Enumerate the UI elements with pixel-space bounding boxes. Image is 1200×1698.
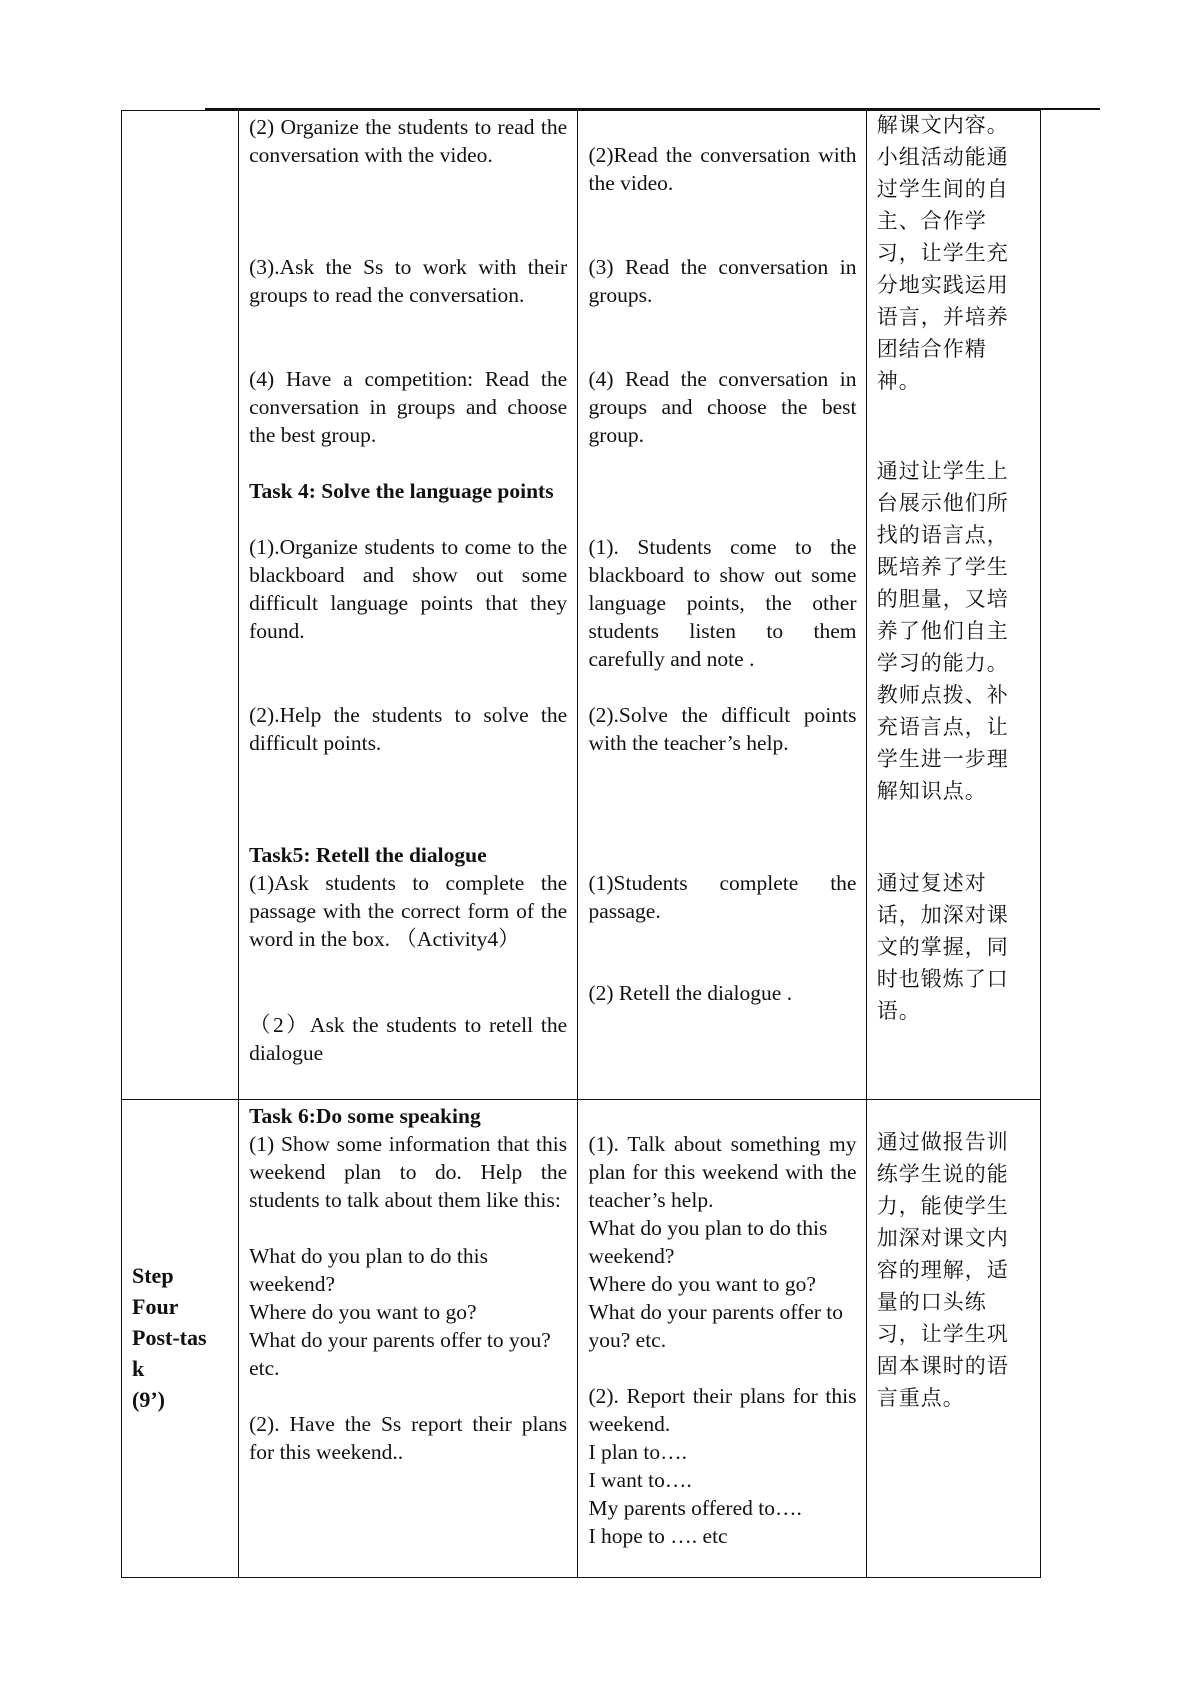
student-item: (3) Read the conversation in groups. bbox=[588, 255, 857, 307]
student-item: I plan to…. bbox=[588, 1440, 688, 1464]
student-item: (2) Retell the dialogue . bbox=[588, 981, 793, 1005]
student-item: Where do you want to go? bbox=[588, 1272, 816, 1296]
activity-item: (2).Help the students to solve the difficult points. bbox=[249, 703, 568, 755]
step-cell bbox=[122, 1100, 239, 1578]
step-duration: (9’) bbox=[132, 1387, 165, 1412]
task-title: Task 6:Do some speaking bbox=[249, 1104, 481, 1128]
student-item: What do you plan to do this weekend? bbox=[588, 1216, 828, 1268]
student-item: I hope to …. etc bbox=[588, 1524, 728, 1548]
purpose-text: 通过复述对话，加深对课文的掌握，同时也锻炼了口语。 bbox=[876, 871, 1009, 1023]
activity-item: (1).Organize students to come to the blackboard and show out some difficult language points that they found. bbox=[249, 535, 568, 643]
student-activity-cell bbox=[578, 1100, 866, 1578]
student-item: (4) Read the conversation in groups and choose the best group. bbox=[588, 367, 857, 447]
student-item: (1). Students come to the blackboard to show out some language points, the other students listen to them carefully and note . bbox=[588, 535, 857, 671]
activity-item: （2）Ask the students to retell the dialogue bbox=[249, 1013, 568, 1065]
activity-item: (4) Have a competition: Read the conversation in groups and choose the best group. bbox=[249, 367, 568, 447]
purpose-text: 通过让学生上台展示他们所找的语言点，既培养了学生的胆量，又培养了他们自主学习的能力。教师点拨、补充语言点，让学生进一步理解知识点。 bbox=[876, 459, 1009, 803]
student-item: (1). Talk about something my plan for this weekend with the teacher’s help. bbox=[588, 1132, 857, 1212]
student-item: (2). Report their plans for this weekend. bbox=[588, 1384, 857, 1436]
activity-item: (1) Show some information that this weekend plan to do. Help the students to talk about them like this: bbox=[249, 1132, 568, 1212]
step-label: Four bbox=[132, 1294, 179, 1319]
purpose-cell bbox=[866, 111, 1040, 1100]
student-item: My parents offered to…. bbox=[588, 1496, 802, 1520]
task-title: Task 4: Solve the language points bbox=[249, 479, 554, 503]
purpose-text: 通过做报告训练学生说的能力，能使学生加深对课文内容的理解，适量的口头练习，让学生巩固本课时的语言重点。 bbox=[876, 1130, 1009, 1410]
lesson-plan-table bbox=[121, 110, 1041, 1578]
activity-item: (2) Organize the students to read the conversation with the video. bbox=[249, 115, 568, 167]
student-item: (1)Students complete the passage. bbox=[588, 871, 857, 923]
purpose-text: 解课文内容。小组活动能通过学生间的自主、合作学习，让学生充分地实践运用语言，并培养团结合作精神。 bbox=[876, 113, 1009, 393]
student-item: I want to…. bbox=[588, 1468, 692, 1492]
activity-item: Where do you want to go? bbox=[249, 1300, 477, 1324]
activity-item: (1)Ask students to complete the passage with the correct form of the word in the box. （Activity4） bbox=[249, 871, 568, 951]
step-label: k bbox=[132, 1356, 145, 1381]
activity-item: What do your parents offer to you? etc. bbox=[249, 1328, 551, 1380]
student-item: (2)Read the conversation with the video. bbox=[588, 143, 857, 195]
purpose-cell bbox=[866, 1100, 1040, 1578]
teacher-activity-cell bbox=[239, 111, 578, 1100]
activity-item: What do you plan to do this weekend? bbox=[249, 1244, 488, 1296]
step-cell bbox=[122, 111, 239, 1100]
teacher-activity-cell bbox=[239, 1100, 578, 1578]
step-label: Post-tas bbox=[132, 1325, 207, 1350]
table-row bbox=[122, 1100, 1041, 1578]
student-item: What do your parents offer to you? etc. bbox=[588, 1300, 844, 1352]
activity-item: (3).Ask the Ss to work with their groups to read the conversation. bbox=[249, 255, 568, 307]
task-title: Task5: Retell the dialogue bbox=[249, 843, 487, 867]
student-activity-cell bbox=[578, 111, 866, 1100]
activity-item: (2). Have the Ss report their plans for this weekend.. bbox=[249, 1412, 568, 1464]
table-row bbox=[122, 111, 1041, 1100]
student-item: (2).Solve the difficult points with the teacher’s help. bbox=[588, 703, 857, 755]
step-label: Step bbox=[132, 1263, 174, 1288]
